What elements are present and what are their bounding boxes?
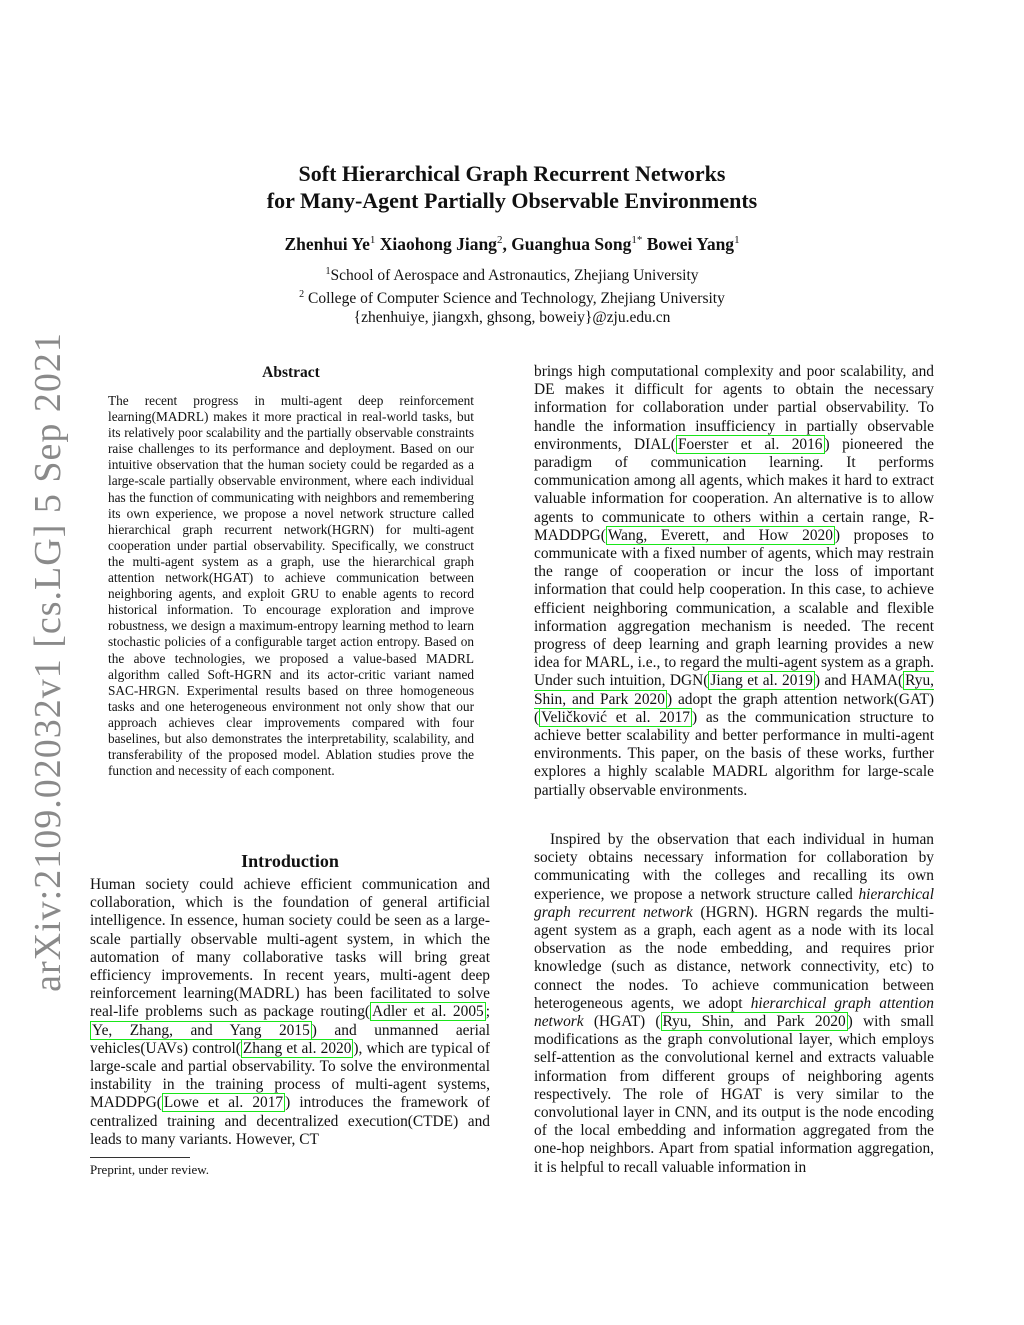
author-name: Guanghua Song (511, 234, 632, 254)
introduction-paragraph: Human society could achieve efficient communication and collaboration, which is the foundation of general artificial intelligence. In essence, human society could be seen as a large-scale partially observable multi-agent system, in which the automation of many collaborative tasks will bring great efficiency improvements. In recent years, multi-agent deep reinforcement learning(MADRL) has been facilitated to solve real-life problems such as package routing( Adler et al. 2005 ; Ye, Zhang, and Yang 2015 ) and unmanned aerial vehicles(UAVs) control( Zhang et al. 2020 ), which are typical of large-scale and partial observability. To solve the environmental instability in the training process of multi-agent systems, MADDPG( Lowe et al. 2017 ) introduces the framework of centralized training and decentralized execution(CTDE) and leads to many variants. However, CT (90, 876, 491, 1148)
citation-link[interactable]: Wang, Everett, and How 2020 (607, 526, 833, 544)
author-list: Zhenhui Ye$^1$ Xiaohong Jiang$^2$, Guanghua Song$^{1*}$ Bowei Yang$^1$ (284, 234, 740, 254)
citation-link[interactable]: Ye, Zhang, and Yang 2015 (92, 1021, 310, 1039)
citation-link[interactable]: Lowe et al. 2017 (163, 1094, 284, 1112)
author-name: Bowei Yang (646, 234, 735, 254)
citation-link[interactable]: Veličković et al. 2017 (541, 708, 691, 726)
emphasized-term: hierarchical graph recurrent network (534, 885, 934, 921)
paper-title (0, 160, 1024, 214)
affiliations (0, 262, 1024, 327)
citation-link[interactable]: Jiang et al. 2019 (710, 672, 813, 690)
citation-link[interactable]: Adler et al. 2005 (372, 1003, 484, 1021)
arxiv-identifier: arXiv:2109.02032v1 [cs.LG] 5 Sep 2021 (27, 332, 69, 992)
emphasized-term: hierarchical graph attention network (534, 994, 934, 1031)
right-column-paragraph-2: Inspired by the observation that each individual in human society obtains necessary information for collaboration by communicating with the colleges and recalling its own experience, we propose a network structure called hierarchical graph recurrent network (HGRN). HGRN regards the multi-agent system as a graph, each agent as a node with its local observation as the node embedding, and requires prior knowledge (such as distance, network connectivity, etc) to connect the nodes. To achieve communication between heterogeneous agents, we adopt hierarchical graph attention network (HGAT) ( Ryu, Shin, and Park 2020 ) with small modifications as the graph convolutional layer, which employs self-attention as the convolutional kernel and extracts valuable information from different groups of neighboring agents respectively. The role of HGAT is very similar to the convolutional layer in CNN, and its output is the node encoding of the local embedding and information aggregated from the one-hop neighbors. Apart from spatial information aggregation, it is helpful to recall valuable information in (534, 831, 934, 1176)
abstract-heading: Abstract (262, 364, 320, 381)
citation-link[interactable]: Foerster et al. 2016 (677, 435, 823, 453)
introduction-heading: Introduction (241, 851, 339, 871)
title-line-1: Soft Hierarchical Graph Recurrent Networks (298, 161, 726, 186)
affiliation-2: $^2$ College of Computer Science and Technology, Zhejiang University (299, 289, 725, 308)
abstract-text: The recent progress in multi-agent deep reinforcement learning(MADRL) makes it more practical in real-world tasks, but its relatively poor scalability and the partially observable constraints raise challenges to its performance and deployment. Based on our intuitive observation that the human society could be regarded as a large-scale partially observable environment, where each individual has the function of communicating with neighbors and remembering its own experience, we propose a novel network structure called hierarchical graph recurrent network(HGRN) for multi-agent cooperation under partial observability. Specifically, we construct the multi-agent system as a graph, use the hierarchical graph attention network(HGAT) to achieve communication between neighboring agents, and exploit GRU to enable agents to record historical information. To encourage exploration and improve robustness, we design a maximum-entropy learning method to learn stochastic policies of a configurable target action entropy. Based on the above technologies, we proposed a value-based MADRL algorithm called Soft-HGRN and its actor-critic variant named SAC-HRGN. Experimental results based on three homogeneous tasks and one heterogeneous environment not only show that our approach achieves clear improvements compared with four baselines, but also demonstrates the interpretability, scalability, and transferability of the proposed model. Ablation studies prove the function and necessity of each component. (108, 393, 474, 779)
footnote-rule (90, 1157, 190, 1158)
citation-link[interactable]: Ryu, Shin, and Park 2020 (534, 672, 934, 708)
citation-link[interactable]: Zhang et al. 2020 (242, 1039, 352, 1057)
affiliation-1: $^1$School of Aerospace and Astronautics, Zhejiang University (325, 266, 699, 285)
title-line-2: for Many-Agent Partially Observable Environments (266, 188, 758, 213)
author-emails: {zhenhuiye, jiangxh, ghsong, boweiy}@zju.edu.cn (353, 309, 671, 327)
right-column-paragraph-1: brings high computational complexity and poor scalability, and DE makes it difficult for agents to obtain the necessary information for collaboration under partial observability. To handle the information insufficiency in partially observable environments, DIAL( Foerster et al. 2016 ) pioneered the paradigm of communication learning. It performs communication among all agents, which makes it hard to extract valuable information for cooperation. An alternative is to allow agents to communicate to others within a certain range, R-MADDPG( Wang, Everett, and How 2020 ) proposes to communicate with a fixed number of agents, which may restrain the range of cooperation or incur the loss of important information that could help cooperation. In this case, to achieve efficient neighboring communication, a scalable and flexible information aggregation mechanism is needed. The recent progress of deep learning and graph learning provides a new idea for MARL, i.e., to regard the multi-agent system as a graph. Under such intuition, DGN( Jiang et al. 2019 ) and HAMA( Ryu, Shin, and Park 2020 ) adopt the graph attention network(GAT)( Veličković et al. 2017 ) as the communication structure to achieve better scalability and better performance in multi-agent environments. This paper, on the basis of these works, further explores a highly scalable MADRL algorithm for large-scale partially observable environments. (534, 363, 935, 799)
author-name: Zhenhui Ye (284, 234, 370, 254)
author-affiliation-mark: 1* (631, 234, 643, 247)
author-name: Xiaohong Jiang (379, 234, 497, 254)
citation-link[interactable]: Ryu, Shin, and Park 2020 (662, 1013, 846, 1031)
author-affiliation-mark: 1 (369, 234, 376, 247)
author-affiliation-mark: 2 (496, 234, 503, 247)
author-affiliation-mark: 1 (734, 234, 740, 247)
footnote: Preprint, under review. (90, 1162, 210, 1177)
